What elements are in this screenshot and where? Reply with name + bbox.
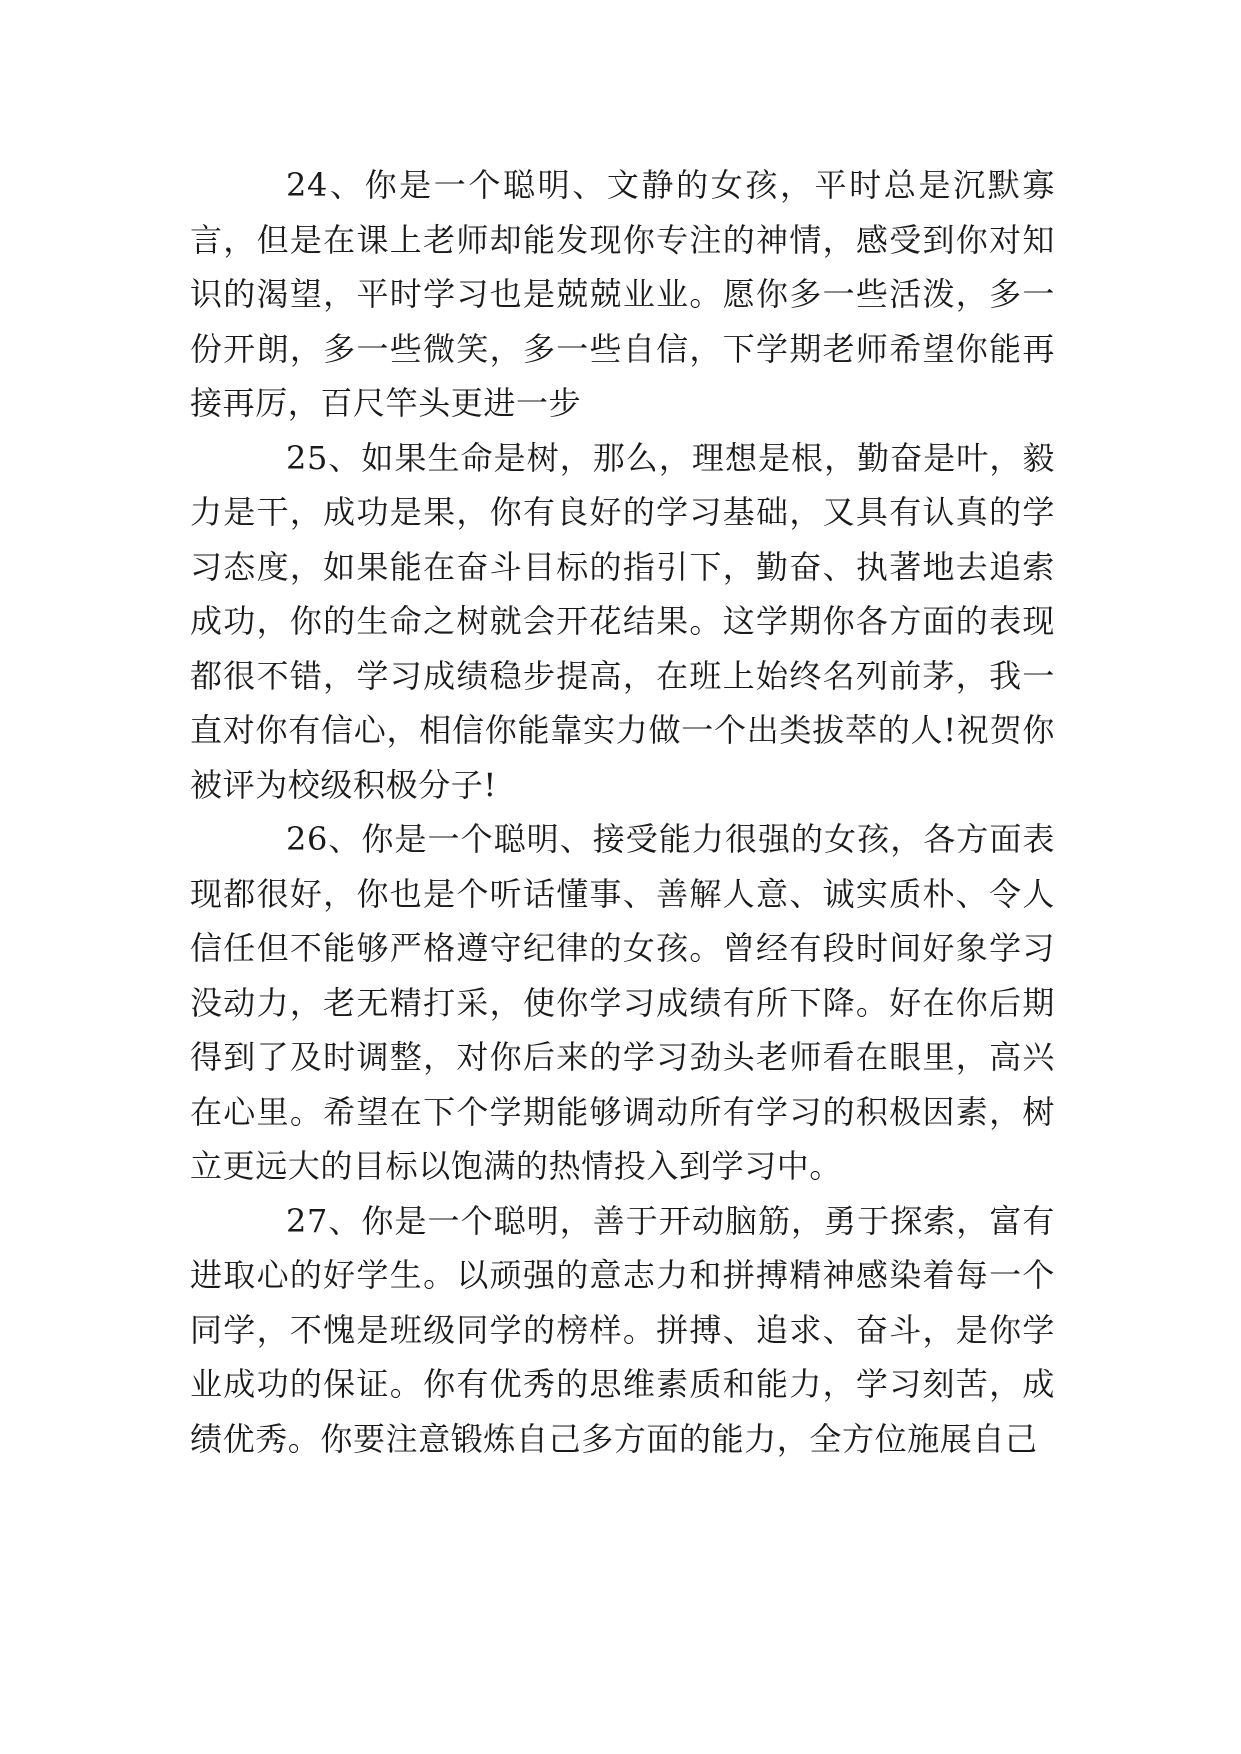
comment-paragraph-25: 25、如果生命是树，那么，理想是根，勤奋是叶，毅力是干，成功是果，你有良好的学习基础，又具有认真的学习态度，如果能在奋斗目标的指引下，勤奋、执著地去追索成功，你的生命之树就会开花结果。这学期你各方面的表现都很不错，学习成绩稳步提高，在班上始终名列前茅，我一直对你有信心，相信你能靠实力做一个出类拔萃的人!祝贺你被评为校级积极分子! — [190, 438, 1055, 804]
comment-paragraph-24: 24、你是一个聪明、文静的女孩，平时总是沉默寡言，但是在课上老师却能发现你专注的神情，感受到你对知识的渴望，平时学习也是兢兢业业。愿你多一些活泼，多一份开朗，多一些微笑，多一些自信，下学期老师希望你能再接再厉，百尺竿头更进一步 — [190, 166, 1055, 422]
comment-paragraph-26: 26、你是一个聪明、接受能力很强的女孩，各方面表现都很好，你也是个听话懂事、善解人意、诚实质朴、令人信任但不能够严格遵守纪律的女孩。曾经有段时间好象学习没动力，老无精打采，使你学习成绩有所下降。好在你后期得到了及时调整，对你后来的学习劲头老师看在眼里，高兴在心里。希望在下个学期能够调动所有学习的积极因素，树立更远大的目标以饱满的热情投入到学习中。 — [190, 820, 1055, 1185]
comment-paragraph-27: 27、你是一个聪明，善于开动脑筋，勇于探索，富有进取心的好学生。以顽强的意志力和拼搏精神感染着每一个同学，不愧是班级同学的榜样。拼搏、追求、奋斗，是你学业成功的保证。你有优秀的思维素质和能力，学习刻苦，成绩优秀。你要注意锻炼自己多方面的能力，全方位施展自己 — [190, 1201, 1055, 1458]
document-body — [190, 158, 1055, 1466]
